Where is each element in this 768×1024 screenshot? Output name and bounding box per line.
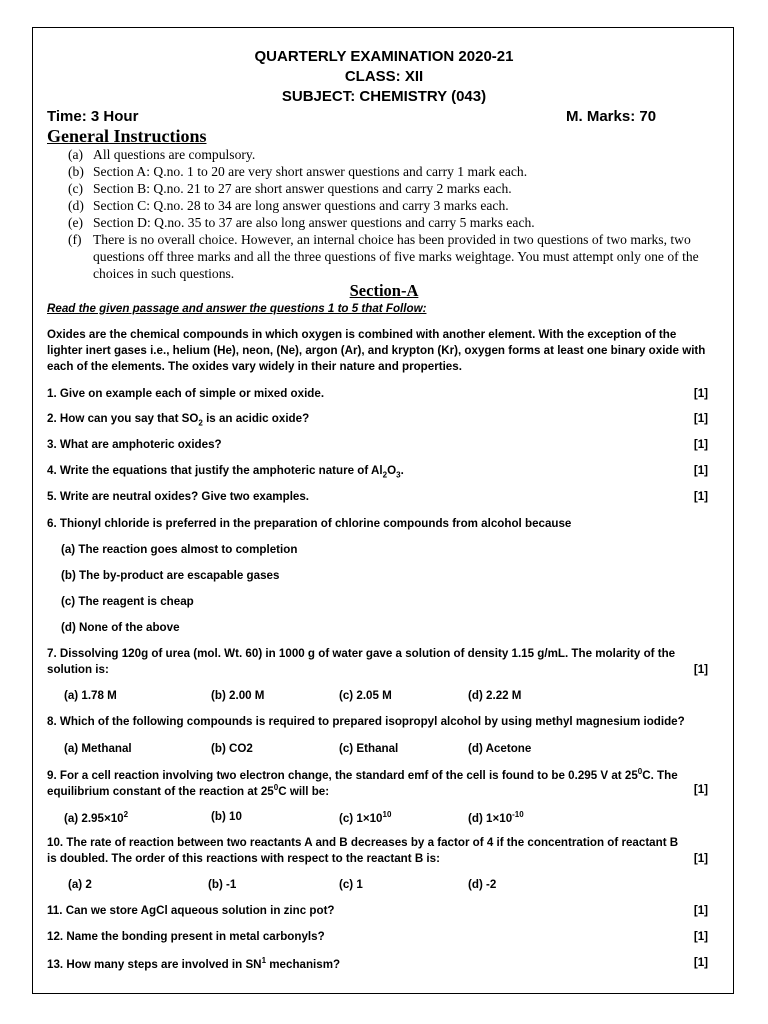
marks: [1] — [693, 783, 708, 796]
option: (a) 1.78 M — [64, 689, 117, 702]
marks: [1] — [693, 930, 708, 943]
marks: [1] — [693, 387, 708, 400]
option: (a) The reaction goes almost to completion — [61, 543, 298, 556]
instruction-label: (e) — [68, 215, 84, 230]
instruction-label: (c) — [68, 181, 84, 196]
option: (a) $2.95\times 10^2$ — [64, 810, 129, 825]
marks: [1] — [693, 852, 708, 865]
option: (c) 2.05 M — [339, 689, 392, 702]
marks: [1] — [693, 438, 708, 451]
question-7: 7. Dissolving 120g of urea (mol. Wt. 60) in 1000 g of water gave a solution of density 1.15 g/mL. The molarity of the — [47, 647, 676, 660]
option: (d) $1\times 10^{-10}$ — [468, 810, 524, 825]
passage-text: Oxides are the chemical compounds in which oxygen is combined with another element. With the exception of the lighter inert gases i.e., helium (He), neon, (Ne), argon (Ar), and krypton (Kr), oxygen forms at least one binary oxide with each of the elements. The oxides vary widely in their nature and properties. — [47, 328, 706, 373]
option: (b) -1 — [208, 878, 237, 891]
option: (b) CO2 — [211, 742, 253, 755]
exam-title: QUARTERLY EXAMINATION 2020-21 — [254, 48, 514, 65]
option: (a) Methanal — [64, 742, 132, 755]
question-3: 3. What are amphoteric oxides? — [47, 438, 222, 451]
question-9: 9. For a cell reaction involving two electron change, the standard emf of the cell is found to be 0.295 V at $25^0C$. The — [47, 767, 678, 782]
marks: [1] — [693, 490, 708, 503]
instruction-label: (d) — [68, 198, 84, 213]
option: (c) 1 — [339, 878, 363, 891]
option: (d) 2.22 M — [468, 689, 522, 702]
question-5: 5. Write are neutral oxides? Give two examples. — [47, 490, 310, 503]
instruction-text: Section B: Q.no. 21 to 27 are short answer questions and carry 2 marks each. — [93, 181, 512, 196]
option: (c) $1\times 10^{10}$ — [339, 810, 392, 825]
option: (d) -2 — [468, 878, 497, 891]
option: (d) Acetone — [468, 742, 532, 755]
instruction-text: Section C: Q.no. 28 to 34 are long answer questions and carry 3 marks each. — [93, 198, 509, 213]
instruction-text: Section A: Q.no. 1 to 20 are very short answer questions and carry 1 mark each. — [93, 164, 528, 179]
section-a-title: Section-A — [349, 281, 419, 300]
class-label: CLASS: XII — [344, 68, 424, 85]
option: (b) 2.00 M — [211, 689, 265, 702]
option: (b) 10 — [211, 810, 242, 823]
instruction-label: (b) — [68, 164, 84, 179]
question-12: 12. Name the bonding present in metal carbonyls? — [47, 930, 325, 943]
instruction-label: (a) — [68, 147, 84, 162]
option: (d) None of the above — [61, 621, 180, 634]
question-13: 13. How many steps are involved in $SN^1$ mechanism? — [47, 956, 341, 971]
instruction-label: (f) — [68, 232, 82, 247]
time-label: Time: 3 Hour — [47, 108, 139, 125]
question-7-cont: solution is: — [47, 663, 109, 676]
marks: [1] — [693, 412, 708, 425]
question-1: 1. Give on example each of simple or mixed oxide. — [47, 387, 325, 400]
marks: [1] — [693, 956, 708, 969]
passage-instruction: Read the given passage and answer the questions 1 to 5 that Follow: — [47, 302, 427, 315]
question-10-cont: is doubled. The order of this reactions with respect to the reactant B is: — [47, 852, 440, 865]
marks: [1] — [693, 663, 708, 676]
option: (c) The reagent is cheap — [61, 595, 194, 608]
instructions-heading: General Instructions — [47, 126, 207, 146]
question-4: 4. Write the equations that justify the amphoteric nature of $Al_2O_3$. — [47, 464, 404, 480]
marks: [1] — [693, 464, 708, 477]
question-6: 6. Thionyl chloride is preferred in the preparation of chlorine compounds from alcohol because — [47, 517, 572, 530]
option: (c) Ethanal — [339, 742, 399, 755]
question-11: 11. Can we store AgCl aqueous solution in zinc pot? — [47, 904, 335, 917]
marks: [1] — [693, 904, 708, 917]
question-8: 8. Which of the following compounds is required to prepared isopropyl alcohol by using methyl magnesium iodide? — [47, 715, 685, 728]
question-2: 2. How can you say that $SO_2$ is an acidic oxide? — [47, 412, 310, 428]
instruction-text: There is no overall choice. However, an internal choice has been provided in two questions of two marks, two questions off three marks and all the three questions of five marks weightage. You must attempt only one of the choices in such questions. — [93, 232, 699, 281]
question-10: 10. The rate of reaction between two reactants A and B decreases by a factor of 4 if the concentration of reactant B — [47, 836, 679, 849]
instruction-text: Section D: Q.no. 35 to 37 are also long answer questions and carry 5 marks each. — [93, 215, 535, 230]
subject-label: SUBJECT: CHEMISTRY (043) — [281, 88, 487, 105]
option: (a) 2 — [68, 878, 92, 891]
question-9-cont: equilibrium constant of the reaction at $25^0C$ will be: — [47, 783, 330, 798]
max-marks-label: M. Marks: 70 — [566, 108, 657, 125]
instruction-text: All questions are compulsory. — [93, 147, 256, 162]
option: (b) The by-product are escapable gases — [61, 569, 280, 582]
